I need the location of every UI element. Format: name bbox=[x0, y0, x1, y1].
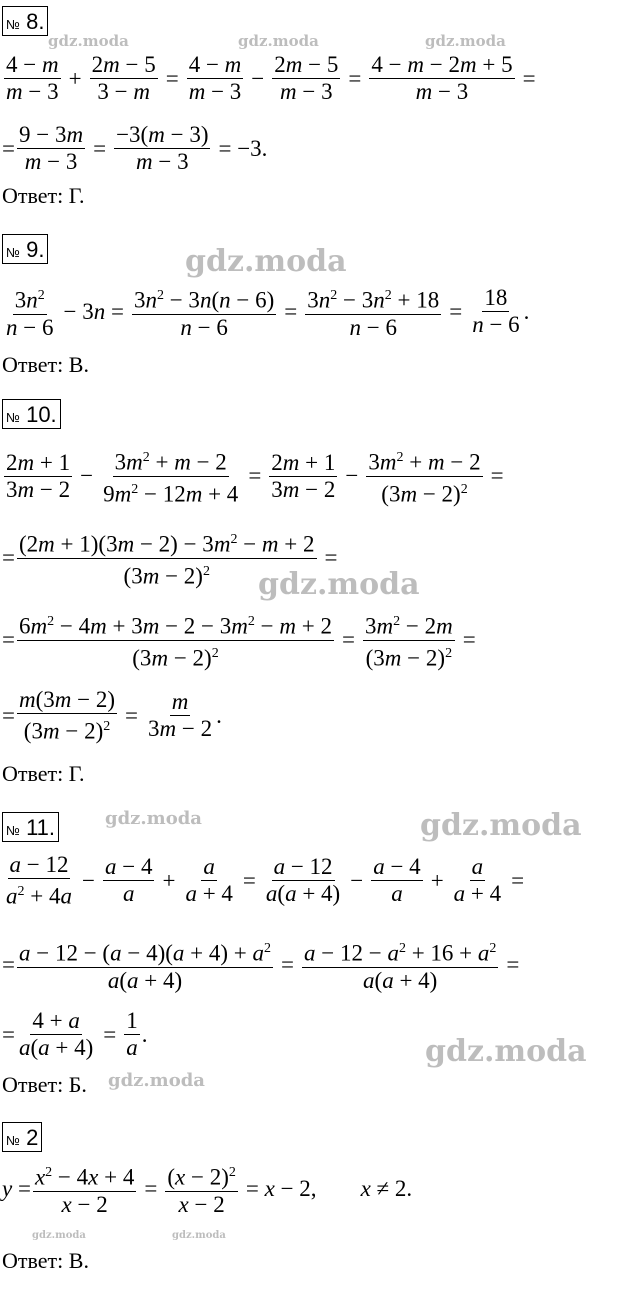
equation-line: y = $\frac{x^2 - 4x + 4}{x - 2}$ = $\frac{(x - 2)^2}{x - 2}$ = x − 2, x ≠ 2. bbox=[2, 1160, 412, 1218]
problem-2 bbox=[0, 1118, 633, 1303]
problem-number-box: № 10. bbox=[2, 399, 61, 429]
watermark: gdz.moda bbox=[32, 1230, 86, 1241]
watermark: gdz.moda bbox=[48, 32, 129, 50]
equation-line: $\frac{3n^2}{n - 6}$ − 3n = $\frac{3n^2 - 3n(n - 6)}{n - 6}$ = $\frac{3n^2 - 3n^2 + 18}{n - 6}$ = $\frac{18}{n - 6}$ . bbox=[2, 283, 529, 341]
equation-line: = $\frac{a - 12 - (a - 4)(a + 4) + a^2}{a(a + 4)}$ = $\frac{a - 12 - a^2 + 16 + a^2}{a(a + 4)}$ = bbox=[2, 936, 525, 994]
equation-line: = $\frac{9 - 3m}{m - 3}$ = $\frac{-3(m - 3)}{m - 3}$ = −3. bbox=[2, 122, 268, 174]
problem-number-box: № 2 bbox=[2, 1122, 42, 1152]
problem-11 bbox=[0, 808, 633, 1108]
watermark: gdz.moda bbox=[105, 808, 202, 829]
watermark: gdz.moda bbox=[258, 567, 420, 602]
equation-line: = $\frac{4 + a}{a(a + 4)}$ = $\frac{1}{a}$ . bbox=[2, 1008, 148, 1060]
watermark: gdz.moda bbox=[420, 808, 582, 843]
problem-9 bbox=[0, 228, 633, 388]
watermark: gdz.moda bbox=[108, 1070, 205, 1091]
watermark: gdz.moda bbox=[172, 1230, 226, 1241]
watermark: gdz.moda bbox=[425, 1034, 587, 1069]
answer: Ответ: Б. bbox=[2, 1072, 87, 1097]
equation-line: $\frac{a - 12}{a^2 + 4a}$ − $\frac{a - 4}{a}$ + $\frac{a}{a + 4}$ = $\frac{a - 12}{a(a + 4)}$ − $\frac{a - 4}{a}$ + $\frac{a}{a + 4}$ = bbox=[6, 852, 525, 909]
answer: Ответ: Г. bbox=[2, 761, 85, 786]
answer: Ответ: В. bbox=[2, 352, 89, 377]
equation-line: = $\frac{m(3m - 2)}{(3m - 2)^2}$ = $\frac{m}{3m - 2}$ . bbox=[2, 687, 222, 744]
watermark: gdz.moda bbox=[238, 32, 319, 50]
watermark: gdz.moda bbox=[425, 32, 506, 50]
answer: Ответ: В. bbox=[2, 1248, 89, 1273]
watermark: gdz.moda bbox=[185, 244, 347, 279]
answer: Ответ: Г. bbox=[2, 183, 85, 208]
problem-10 bbox=[0, 395, 633, 800]
equation-line: = $\frac{6m^2 - 4m + 3m - 2 - 3m^2 - m + 2}{(3m - 2)^2}$ = $\frac{3m^2 - 2m}{(3m - 2)^2}$ = bbox=[2, 609, 482, 671]
equation-line: $\frac{2m + 1}{3m - 2}$ − $\frac{3m^2 + m - 2}{9m^2 - 12m + 4}$ = $\frac{2m + 1}{3m - 2}$ − $\frac{3m^2 + m - 2}{(3m - 2)^2}$ = bbox=[2, 445, 510, 507]
problem-number-box: № 9. bbox=[2, 234, 48, 264]
problem-number-box: № 11. bbox=[2, 812, 59, 842]
equation-line: $\frac{4 - m}{m - 3}$ + $\frac{2m - 5}{3 - m}$ = $\frac{4 - m}{m - 3}$ − $\frac{2m - 5}{m - 3}$ = $\frac{4 - m - 2m + 5}{m - 3}$ = bbox=[6, 52, 536, 104]
equation-line: = $\frac{(2m + 1)(3m - 2) - 3m^2 - m + 2}{(3m - 2)^2}$ = bbox=[2, 527, 344, 589]
problem-number-box: № 8. bbox=[2, 6, 48, 36]
problem-8 bbox=[0, 0, 633, 215]
